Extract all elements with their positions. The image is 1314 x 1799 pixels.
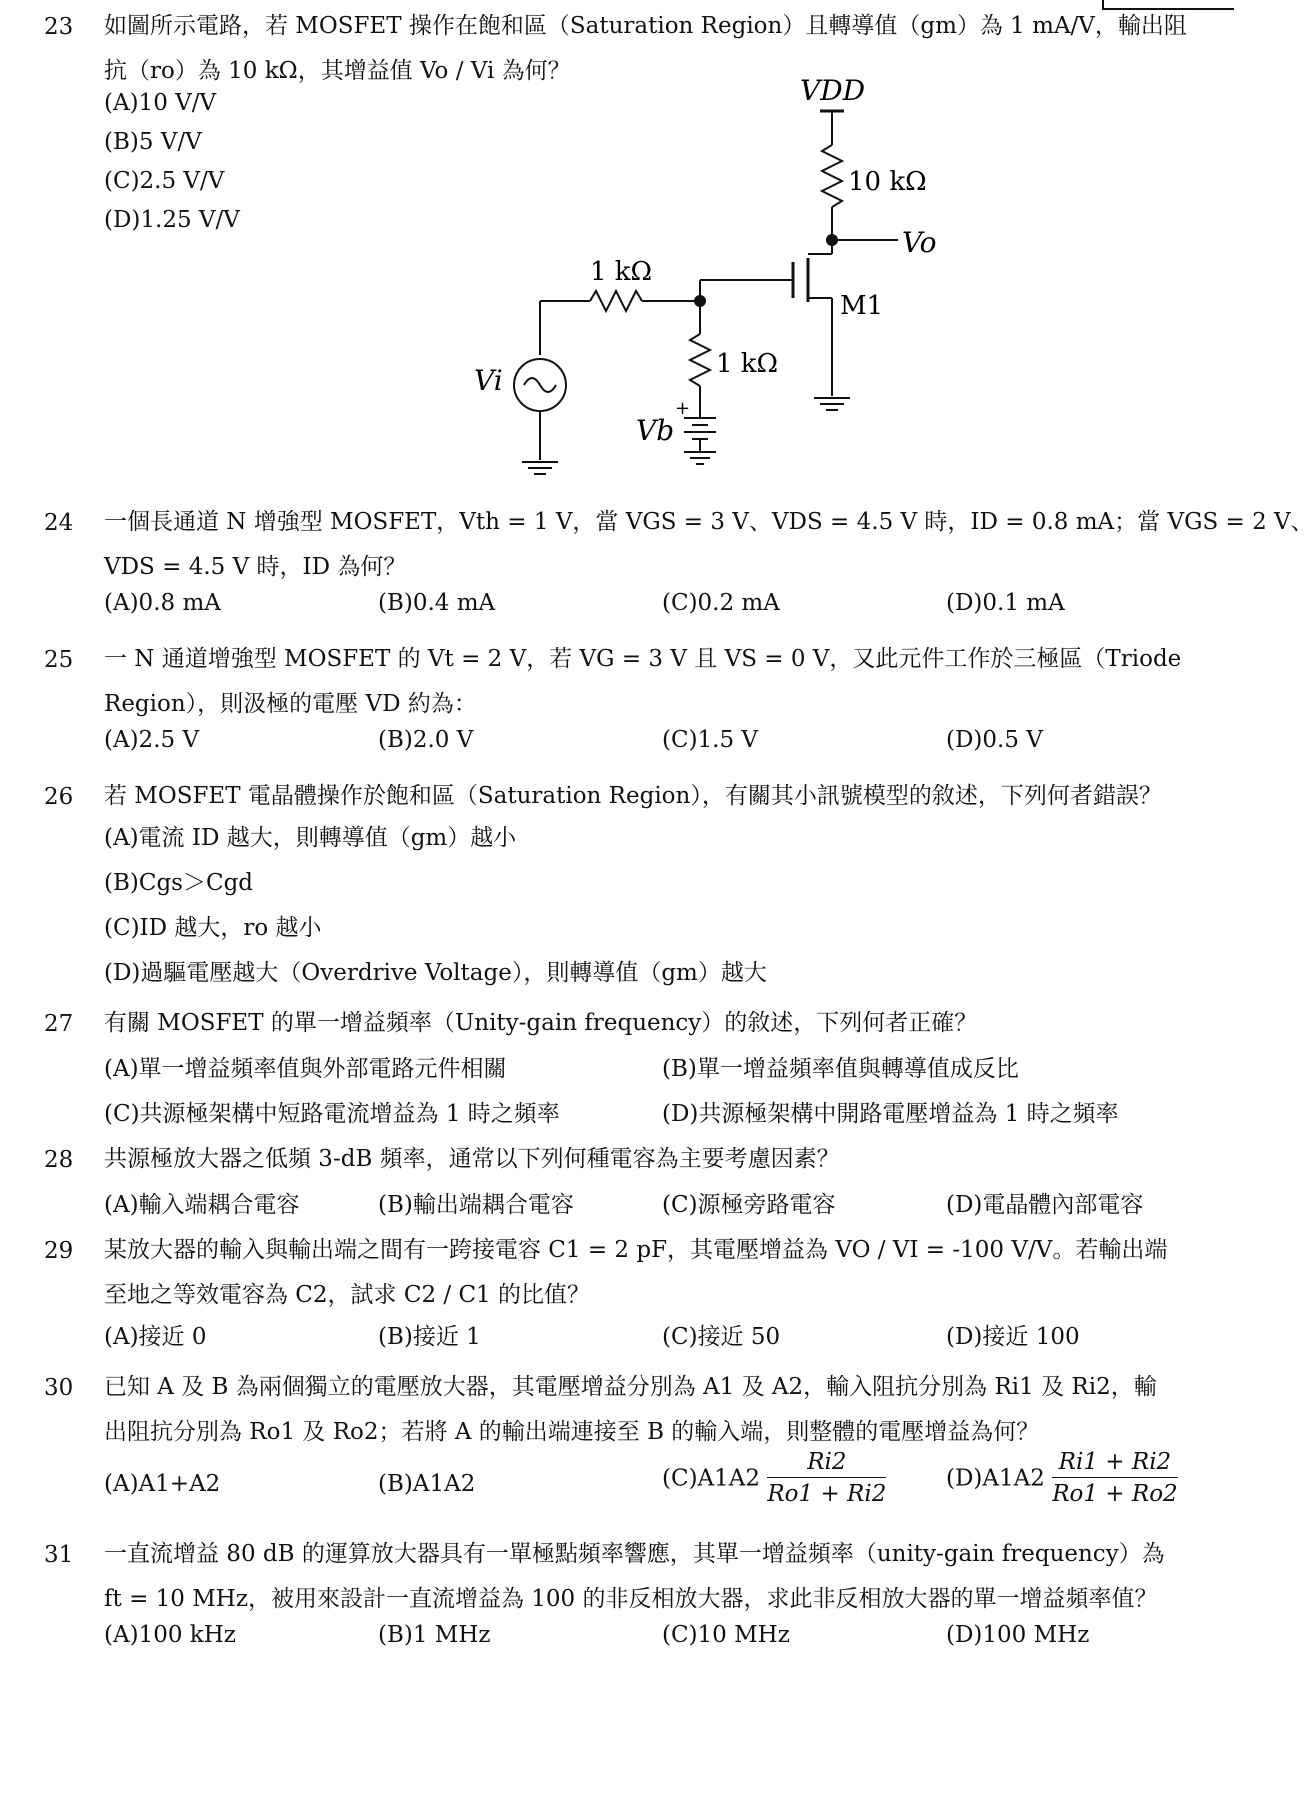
option-b[interactable]: (B)A1A2 [378, 1471, 476, 1497]
question-stem [104, 1532, 1234, 1622]
stem-line: 如圖所示電路，若 MOSFET 操作在飽和區（Saturation Region）且轉導值（gm）為 1 mA/V，輸出阻 [104, 13, 1187, 39]
option-d[interactable]: (D)電晶體內部電容 [946, 1192, 1144, 1218]
option-d[interactable]: (D)接近 100 [946, 1324, 1080, 1350]
bias-resistor [690, 334, 710, 386]
option-b[interactable]: (B)輸出端耦合電容 [378, 1192, 574, 1218]
question-number: 28 [44, 1147, 74, 1173]
vdd-label: VDD [800, 74, 866, 107]
option-d[interactable]: (D)共源極架構中開路電壓增益為 1 時之頻率 [662, 1101, 1119, 1127]
option-c-label: (C)A1A2 [662, 1465, 761, 1492]
option-d[interactable] [946, 1447, 1178, 1510]
option-b[interactable]: (B)Cgs＞Cgd [104, 870, 254, 896]
option-c[interactable]: (C)ID 越大，ro 越小 [104, 915, 322, 941]
stem-line: 有關 MOSFET 的單一增益頻率（Unity-gain frequency）的敘述，下列何者正確？ [104, 1010, 978, 1036]
vo-node [826, 234, 838, 246]
stem-line: 共源極放大器之低頻 3-dB 頻率，通常以下列何種電容為主要考慮因素？ [104, 1146, 840, 1172]
drain-resistor-label: 10 kΩ [848, 167, 927, 197]
option-a[interactable]: (A)A1+A2 [104, 1471, 221, 1497]
question-stem [104, 1001, 1234, 1046]
stem-line: 若 MOSFET 電晶體操作於飽和區（Saturation Region），有關其小訊號模型的敘述，下列何者錯誤？ [104, 783, 1162, 809]
option-a[interactable]: (A)單一增益頻率值與外部電路元件相關 [104, 1056, 507, 1082]
numerator: Ri2 [767, 1447, 886, 1478]
stem-line: Region），則汲極的電壓 VD 約為： [104, 691, 477, 717]
option-b[interactable]: (B)接近 1 [378, 1324, 481, 1350]
m1-label: M1 [840, 291, 884, 321]
option-d[interactable]: (D)1.25 V/V [104, 207, 240, 233]
question-stem [104, 774, 1234, 819]
option-c[interactable]: (C)共源極架構中短路電流增益為 1 時之頻率 [104, 1101, 560, 1127]
option-list [104, 90, 240, 246]
option-c[interactable] [662, 1447, 886, 1510]
vo-label: Vo [902, 226, 937, 259]
option-a[interactable]: (A)輸入端耦合電容 [104, 1192, 300, 1218]
stem-line: 至地之等效電容為 C2，試求 C2 / C1 的比值？ [104, 1282, 590, 1308]
circuit-diagram [460, 60, 937, 480]
question-number: 29 [44, 1238, 74, 1264]
drain-resistor [822, 145, 842, 207]
option-a[interactable]: (A)2.5 V [104, 727, 200, 753]
option-a[interactable]: (A)接近 0 [104, 1324, 207, 1350]
series-resistor [590, 291, 642, 311]
question-number: 24 [44, 510, 74, 536]
question-stem [104, 500, 1314, 590]
option-b[interactable]: (B)0.4 mA [378, 590, 496, 616]
stem-line: 一 N 通道增強型 MOSFET 的 Vt = 2 V，若 VG = 3 V 且 VS = 0 V，又此元件工作於三極區（Triode [104, 646, 1182, 672]
option-a[interactable]: (A)0.8 mA [104, 590, 221, 616]
sine-icon [524, 378, 556, 392]
option-c[interactable]: (C)接近 50 [662, 1324, 781, 1350]
question-stem [104, 637, 1234, 727]
series-resistor-label: 1 kΩ [590, 257, 653, 287]
option-c[interactable]: (C)2.5 V/V [104, 168, 225, 194]
question-number: 30 [44, 1375, 74, 1401]
option-d[interactable]: (D)0.1 mA [946, 590, 1065, 616]
option-d[interactable]: (D)100 MHz [946, 1622, 1090, 1648]
gate-node [694, 295, 706, 307]
question-number: 25 [44, 647, 74, 673]
option-b[interactable]: (B)單一增益頻率值與轉導值成反比 [662, 1056, 1019, 1082]
option-c[interactable]: (C)源極旁路電容 [662, 1192, 836, 1218]
option-b[interactable]: (B)2.0 V [378, 727, 474, 753]
question-stem [104, 1365, 1234, 1455]
question-number: 27 [44, 1011, 74, 1037]
stem-line: 出阻抗分別為 Ro1 及 Ro2；若將 A 的輸出端連接至 B 的輸入端，則整體的電壓增益為何？ [104, 1419, 1040, 1445]
question-stem [104, 1228, 1234, 1318]
fraction [767, 1447, 886, 1510]
denominator: Ro1 + Ro2 [1052, 1481, 1178, 1507]
option-c[interactable]: (C)0.2 mA [662, 590, 780, 616]
stem-line: VDS = 4.5 V 時，ID 為何？ [104, 554, 407, 580]
option-b[interactable]: (B)5 V/V [104, 129, 202, 155]
stem-line: 抗（ro）為 10 kΩ，其增益值 Vo / Vi 為何？ [104, 58, 571, 84]
vb-label: Vb [636, 414, 675, 447]
option-a[interactable]: (A)10 V/V [104, 90, 217, 116]
stem-line: 一個長通道 N 增強型 MOSFET，Vth = 1 V，當 VGS = 3 V、VDS = 4.5 V 時，ID = 0.8 mA；當 VGS = 2 V、 [104, 509, 1314, 535]
stem-line: 已知 A 及 B 為兩個獨立的電壓放大器，其電壓增益分別為 A1 及 A2，輸入阻抗分別為 Ri1 及 Ri2，輸 [104, 1374, 1157, 1400]
option-list [104, 819, 767, 999]
question-number: 26 [44, 784, 74, 810]
question-stem [104, 1137, 1234, 1182]
stem-line: 一直流增益 80 dB 的運算放大器具有一單極點頻率響應，其單一增益頻率（unity-gain frequency）為 [104, 1541, 1165, 1567]
option-d-label: (D)A1A2 [946, 1465, 1045, 1492]
question-number: 31 [44, 1542, 74, 1568]
denominator: Ro1 + Ri2 [767, 1481, 887, 1507]
bias-resistor-label: 1 kΩ [716, 349, 779, 379]
option-a[interactable]: (A)100 kHz [104, 1622, 236, 1648]
option-d[interactable]: (D)過驅電壓越大（Overdrive Voltage），則轉導值（gm）越大 [104, 960, 767, 986]
option-d[interactable]: (D)0.5 V [946, 727, 1043, 753]
stem-line: 某放大器的輸入與輸出端之間有一跨接電容 C1 = 2 pF，其電壓增益為 VO / VI = -100 V/V。若輸出端 [104, 1237, 1168, 1263]
option-c[interactable]: (C)10 MHz [662, 1622, 790, 1648]
option-b[interactable]: (B)1 MHz [378, 1622, 491, 1648]
vi-label: Vi [474, 364, 503, 397]
option-a[interactable]: (A)電流 ID 越大，則轉導值（gm）越小 [104, 825, 517, 851]
question-number: 23 [44, 14, 74, 40]
stem-line: ft = 10 MHz，被用來設計一直流增益為 100 的非反相放大器，求此非反相放大器的單一增益頻率值？ [104, 1586, 1158, 1612]
fraction [1052, 1447, 1178, 1510]
numerator: Ri1 + Ri2 [1052, 1447, 1178, 1478]
option-c[interactable]: (C)1.5 V [662, 727, 759, 753]
plus-sign: + [675, 398, 691, 419]
